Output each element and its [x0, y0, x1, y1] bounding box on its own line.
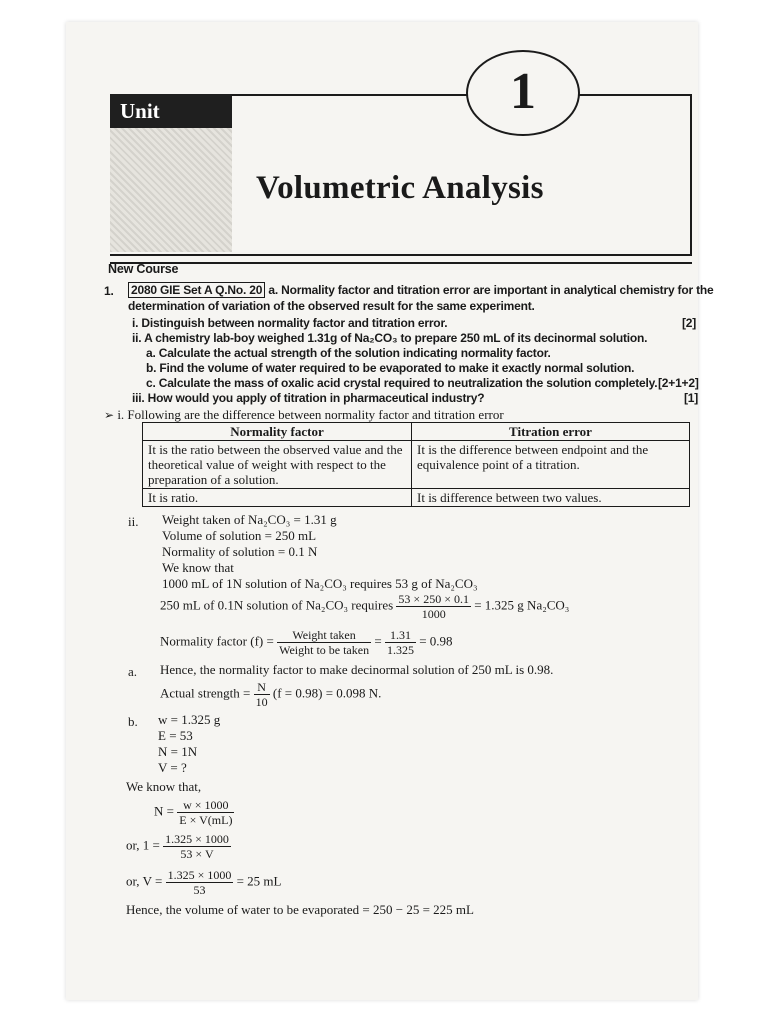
- eq3-left: or, V =: [126, 873, 163, 889]
- answer-a-label: a.: [128, 664, 138, 679]
- chapter-title: Volumetric Analysis: [256, 170, 544, 206]
- table-header-row: [143, 423, 690, 441]
- question-part-i: i. Distinguish between normality factor and titration error.: [132, 316, 448, 330]
- answer-ii-line: 1000 mL of 1N solution of Na₂CO₃ requires 53 g of Na₂CO₃: [162, 576, 478, 591]
- fraction-denominator: E × V(mL): [179, 813, 233, 827]
- as-result: (f = 0.98) = 0.098 N.: [272, 685, 382, 701]
- table-cell: It is the difference between endpoint and the equivalence point of a titration.: [412, 441, 690, 489]
- fraction-denominator: 53: [193, 883, 206, 897]
- question-part-ii: ii. A chemistry lab-boy weighed 1.31g of Na₂CO₃ to prepare 250 mL of its decinormal solution.: [132, 331, 648, 345]
- fraction-numerator: w × 1000: [177, 798, 234, 813]
- answer-b-line: V = ?: [158, 760, 187, 775]
- calc-required-result: = 1.325 g Na₂CO₃: [474, 597, 570, 613]
- answer-b-label: b.: [128, 714, 138, 729]
- question-part-iii: iii. How would you apply of titration in pharmaceutical industry?: [132, 391, 485, 405]
- question-part-ii-a: a. Calculate the actual strength of the solution indicating normality factor.: [146, 346, 551, 360]
- eq2-left: or, 1 =: [126, 837, 160, 853]
- course-label: New Course: [108, 262, 179, 276]
- question-part-ii-c: c. Calculate the mass of oxalic acid crystal required to neutralization the solution completely.: [146, 376, 658, 390]
- table-row: [143, 489, 690, 507]
- unit-number: 1: [466, 50, 580, 136]
- table-cell: It is the ratio between the observed value and the theoretical value of weight with respect to the preparation of a solution.: [143, 441, 412, 489]
- fraction-numerator: 1.325 × 1000: [165, 832, 229, 846]
- fraction-denominator: 1000: [421, 607, 446, 621]
- question-tag-line: [128, 283, 714, 297]
- eq1-left: N =: [154, 803, 174, 819]
- formula-normality: [154, 798, 234, 827]
- answer-ii-label: ii.: [128, 514, 139, 529]
- nf-left: Normality factor (f) =: [160, 633, 274, 649]
- table-header-cell: Normality factor: [143, 423, 412, 441]
- fraction-numerator: 1.31: [385, 628, 416, 643]
- comparison-table: [142, 422, 690, 507]
- as-fraction: [254, 680, 270, 709]
- answer-ii-line: Weight taken of Na₂CO₃ = 1.31 g: [162, 512, 337, 527]
- header-divider: [110, 262, 692, 264]
- answer-a-text: Hence, the normality factor to make decinormal solution of 250 mL is 0.98.: [160, 662, 554, 677]
- unit-label: Unit: [110, 94, 232, 128]
- question-part-iii-marks: [1]: [684, 391, 699, 405]
- table-header-cell: Titration error: [412, 423, 690, 441]
- answer-ii-line: Volume of solution = 250 mL: [162, 528, 317, 543]
- eq1-fraction: [177, 798, 234, 827]
- fraction-denominator: 10: [255, 695, 268, 709]
- table-cell: It is difference between two values.: [412, 489, 690, 507]
- exam-tag: 2080 GIE Set A Q.No. 20: [128, 282, 265, 298]
- question-intro-a: a. Normality factor and titration error are important in analytical chemistry for the: [268, 283, 714, 297]
- answer-intro-line: [104, 407, 504, 423]
- answer-pointer-icon: ➢: [104, 408, 115, 422]
- eq3-fraction: [166, 868, 234, 897]
- answer-intro: i. Following are the difference between normality factor and titration error: [117, 407, 504, 422]
- fraction-numerator: 1.325 × 1000: [167, 868, 232, 882]
- answer-b-line: N = 1N: [158, 744, 198, 759]
- calc-required-mass: [160, 592, 569, 621]
- answer-ii-line: We know that: [162, 560, 234, 575]
- we-know-that: We know that,: [126, 779, 202, 794]
- nf-value-fraction: [385, 628, 416, 657]
- table-row: [143, 441, 690, 489]
- question-part-ii-marks: [2+1+2]: [658, 376, 699, 390]
- calc-required-left: 250 mL of 0.1N solution of Na₂CO₃ requires: [160, 597, 394, 613]
- fraction-denominator: Weight to be taken: [279, 643, 370, 657]
- as-left: Actual strength =: [160, 685, 251, 701]
- nf-equals: =: [374, 633, 382, 649]
- eq3-result: = 25 mL: [236, 873, 282, 889]
- unit-decorative-shade: [110, 128, 232, 252]
- answer-b-line: E = 53: [158, 728, 193, 743]
- normality-factor-equation: [160, 628, 453, 657]
- question-intro-b: determination of variation of the observed result for the same experiment.: [128, 299, 535, 313]
- actual-strength-equation: [160, 680, 381, 709]
- fraction-numerator: N: [254, 680, 270, 695]
- question-number: 1.: [104, 284, 114, 298]
- question-part-ii-b: b. Find the volume of water required to be evaporated to make it exactly normal solution.: [146, 361, 635, 375]
- formula-volume: [126, 868, 281, 897]
- table-cell: It is ratio.: [143, 489, 412, 507]
- fraction-numerator: Weight taken: [277, 628, 371, 643]
- final-answer: Hence, the volume of water to be evaporated = 250 − 25 = 225 mL: [126, 902, 474, 917]
- fraction-denominator: 1.325: [386, 643, 414, 657]
- nf-result: = 0.98: [419, 633, 453, 649]
- fraction-numerator: 53 × 250 × 0.1: [398, 592, 469, 606]
- answer-ii-line: Normality of solution = 0.1 N: [162, 544, 318, 559]
- nf-fraction: [277, 628, 371, 657]
- formula-substituted: [126, 832, 231, 861]
- calc-required-fraction: [396, 592, 471, 621]
- question-part-i-marks: [2]: [682, 316, 697, 330]
- textbook-page: [66, 22, 714, 1000]
- fraction-denominator: 53 × V: [180, 847, 214, 861]
- answer-b-line: w = 1.325 g: [158, 712, 221, 727]
- eq2-fraction: [163, 832, 231, 861]
